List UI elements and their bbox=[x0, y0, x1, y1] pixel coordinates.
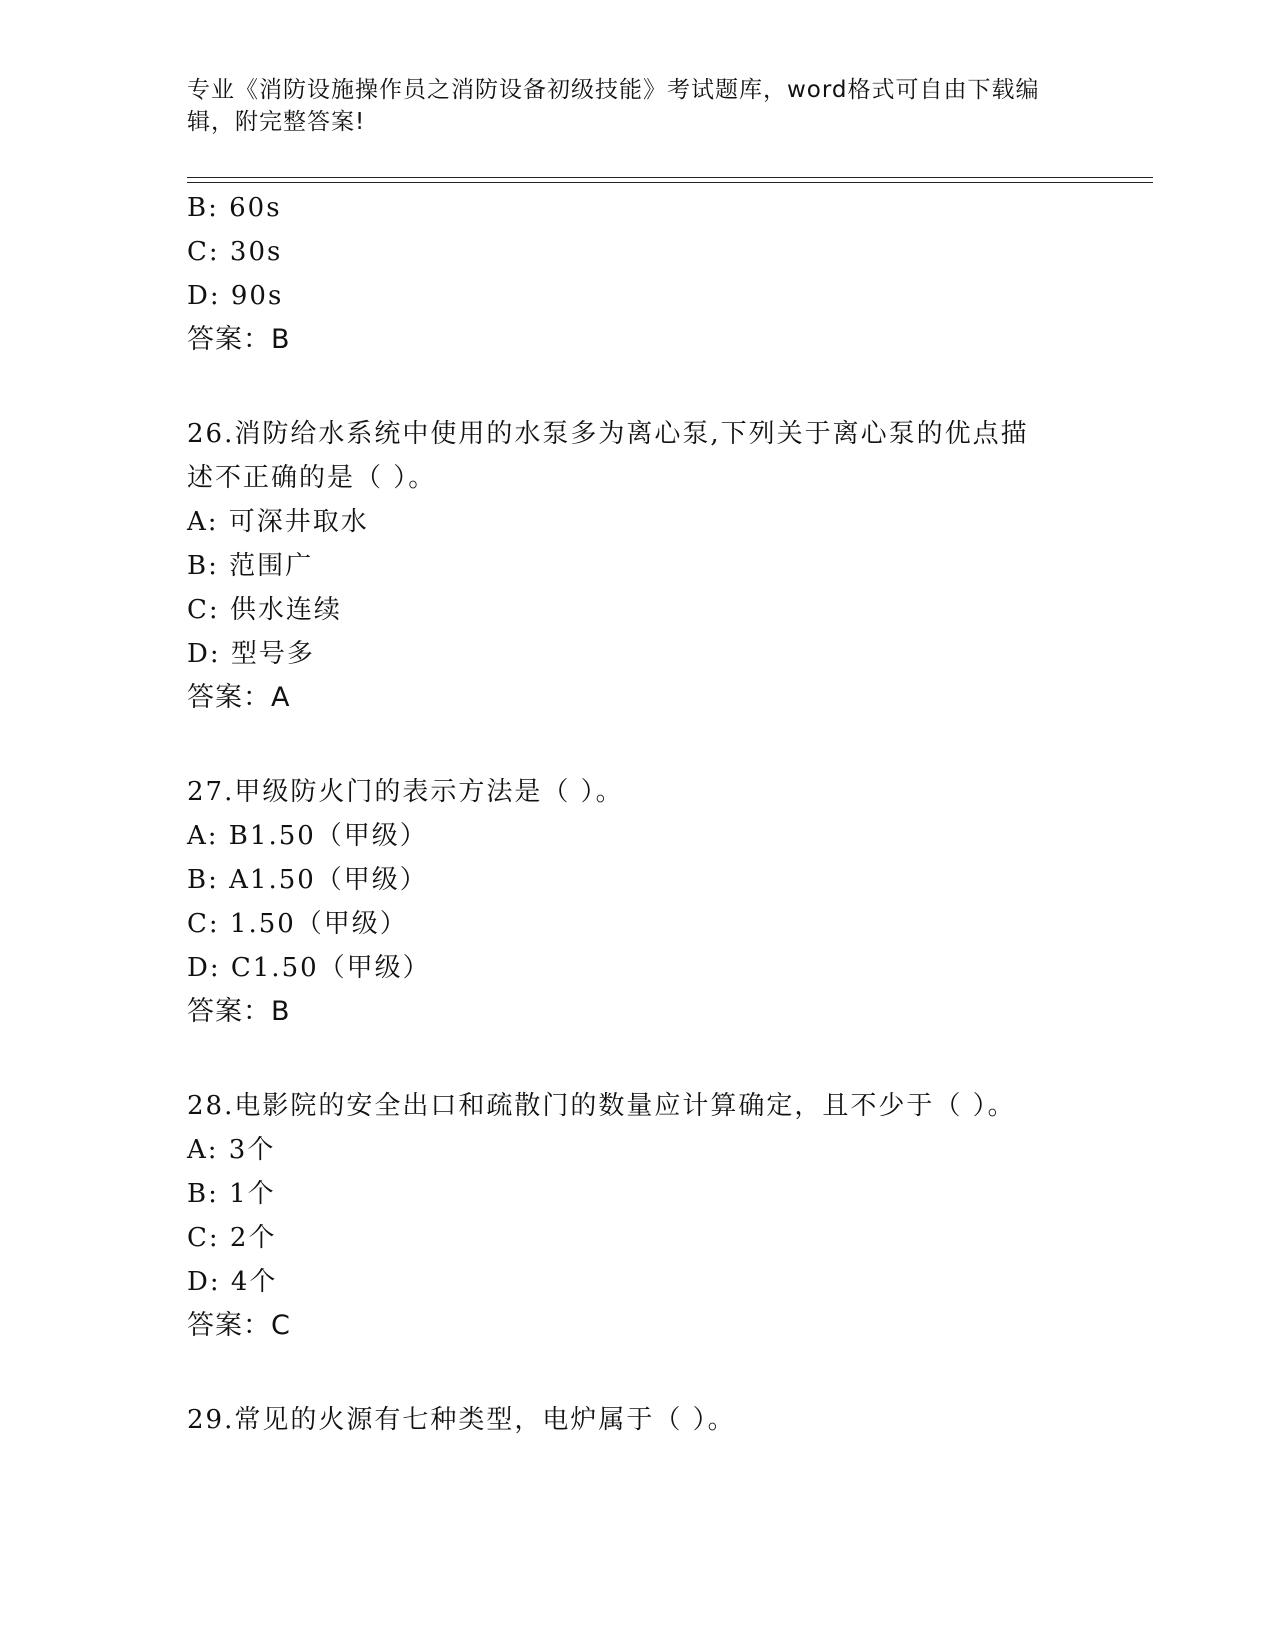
q28-option-c: C: 2个 bbox=[187, 1223, 277, 1253]
q28-option-b: B: 1个 bbox=[187, 1179, 276, 1209]
header-rule-bottom bbox=[187, 182, 1153, 183]
q27-option-c: C: 1.50（甲级） bbox=[187, 909, 408, 939]
header-rule-top bbox=[187, 177, 1153, 178]
q27-option-b: B: A1.50（甲级） bbox=[187, 865, 428, 895]
q26-answer: 答案：A bbox=[187, 682, 291, 713]
q28-answer: 答案：C bbox=[187, 1310, 291, 1341]
q27-option-d: D: C1.50（甲级） bbox=[187, 953, 431, 983]
q28-option-a: A: 3个 bbox=[187, 1135, 276, 1165]
q26-stem-line-1: 26.消防给水系统中使用的水泵多为离心泵,下列关于离心泵的优点描 bbox=[187, 419, 1029, 449]
q25-option-b: B: 60s bbox=[187, 193, 282, 223]
q27-stem: 27.甲级防火门的表示方法是（ ）。 bbox=[187, 777, 624, 807]
q27-option-a: A: B1.50（甲级） bbox=[187, 821, 428, 851]
q26-option-a: A: 可深井取水 bbox=[187, 507, 369, 537]
header-line-1: 专业《消防设施操作员之消防设备初级技能》考试题库，word格式可自由下载编 bbox=[187, 77, 1040, 103]
q28-option-d: D: 4个 bbox=[187, 1267, 278, 1297]
q26-option-b: B: 范围广 bbox=[187, 551, 314, 581]
q26-option-c: C: 供水连续 bbox=[187, 595, 342, 625]
q26-stem-line-2: 述不正确的是（ ）。 bbox=[187, 463, 437, 493]
q27-answer: 答案：B bbox=[187, 996, 291, 1027]
q25-option-d: D: 90s bbox=[187, 281, 284, 311]
page-header bbox=[187, 74, 1067, 138]
q26-option-d: D: 型号多 bbox=[187, 639, 315, 669]
q29-stem: 29.常见的火源有七种类型，电炉属于（ ）。 bbox=[187, 1405, 736, 1435]
q25-option-c: C: 30s bbox=[187, 237, 283, 267]
header-line-2: 辑，附完整答案! bbox=[187, 109, 366, 135]
q25-answer: 答案：B bbox=[187, 324, 291, 355]
q28-stem: 28.电影院的安全出口和疏散门的数量应计算确定，且不少于（ ）。 bbox=[187, 1091, 1016, 1121]
